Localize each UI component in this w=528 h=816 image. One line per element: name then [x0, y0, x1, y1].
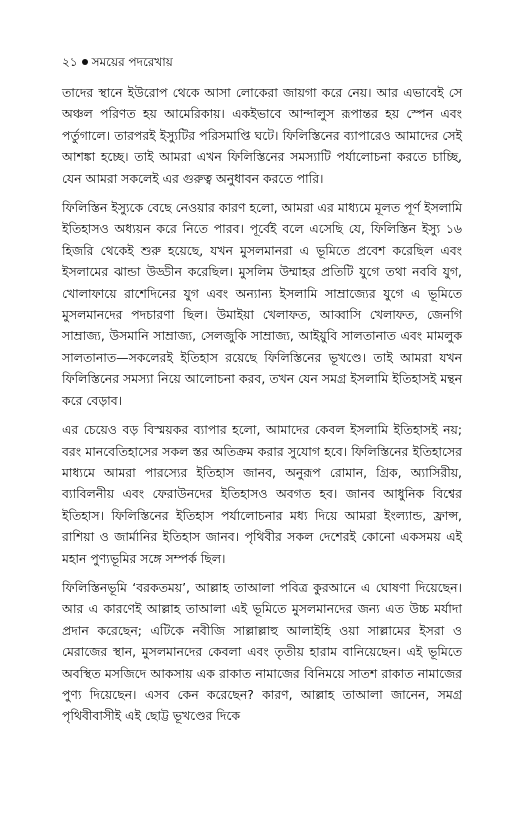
page-number: ২১: [62, 55, 78, 69]
paragraph-2: ফিলিস্তিন ইস্যুকে বেছে নেওয়ার কারণ হলো, আমরা এর মাধ্যমে মূলত পূর্ণ ইসলামি ইতিহাসও অধ্যয়ন করে নিতে পারব। পূর্বেই বলে এসেছি যে, ফিলিস্তিন ইস্যু ১৬ হিজরি থেকেই শুরু হয়েছে, যখন মুসলমানরা এ ভূমিতে প্রবেশ করেছিল এবং ইসলামের ঝান্ডা উড্ডীন করেছিল। মুসলিম উম্মাহর প্রতিটি যুগে তথা নববি যুগ, খোলাফায়ে রাশেদিনের যুগ এবং অন্যান্য ইসলামি সাম্রাজ্যের যুগে এ ভূমিতে মুসলমানদের পদচারণা ছিল। উমাইয়া খেলাফত, আব্বাসি খেলাফত, জেনগি সাম্রাজ্য, উসমানি সাম্রাজ্য, সেলজুকি সাম্রাজ্য, আইয়ুবি সালতানাত এবং মামলুক সালতানাত—সকলেরই ইতিহাস রয়েছে ফিলিস্তিনের ভূখণ্ডে। তাই আমরা যখন ফিলিস্তিনের সমস্যা নিয়ে আলোচনা করব, তখন যেন সমগ্র ইসলামি ইতিহাসই মন্থন করে বেড়াব।: [62, 200, 462, 408]
running-title: সময়ের পদরেখায়: [91, 55, 173, 69]
bullet-separator-icon: [82, 59, 88, 65]
paragraph-3: এর চেয়েও বড় বিস্ময়কর ব্যাপার হলো, আমাদের কেবল ইসলামি ইতিহাসই নয়; বরং মানবেতিহাসের সকল স্তর অতিক্রম করার সুযোগ হবে। ফিলিস্তিনের ইতিহাসের মাধ্যমে আমরা পারস্যের ইতিহাস জানব, অনুরূপ রোমান, গ্রিক, অ্যাসিরীয়, ব্যাবিলনীয় এবং ফেরাউনদের ইতিহাসও অবগত হব। জানব আধুনিক বিশ্বের ইতিহাস। ফিলিস্তিনের ইতিহাস পর্যালোচনার মধ্য দিয়ে আমরা ইংল্যান্ড, ফ্রান্স, রাশিয়া ও জার্মানির ইতিহাস জানব। পৃথিবীর সকল দেশেরই কোনো একসময় এই মহান পুণ্যভূমির সঙ্গে সম্পর্ক ছিল।: [62, 422, 462, 566]
paragraph-4: ফিলিস্তিনভূমি ‘বরকতময়’, আল্লাহ তাআলা পবিত্র কুরআনে এ ঘোষণা দিয়েছেন। আর এ কারণেই আল্লাহ তাআলা এই ভূমিতে মুসলমানদের জন্য এত উচ্চ মর্যাদা প্রদান করেছেন; এটিকে নবীজি সাল্লাল্লাহু আলাইহি ওয়া সাল্লামের ইসরা ও মেরাজের স্থান, মুসলমানদের কেবলা এবং তৃতীয় হারাম বানিয়েছেন। এই ভূমিতে অবস্থিত মসজিদে আকসায় এক রাকাত নামাজের বিনিময়ে সাতশ রাকাত নামাজের পুণ্য দিয়েছেন। এসব কেন করেছেন? কারণ, আল্লাহ তাআলা জানেন, সমগ্র পৃথিবীবাসীই এই ছোট্ট ভূখণ্ডের দিকে: [62, 579, 462, 724]
paragraph-1: তাদের স্থানে ইউরোপ থেকে আসা লোকেরা জায়গা করে নেয়। আর এভাবেই সে অঞ্চল পরিণত হয় আমেরিকায়। একইভাবে আন্দালুস রূপান্তর হয় স্পেন এবং পর্তুগালে। তারপরই ইস্যুটির পরিসমাপ্তি ঘটে। ফিলিস্তিনের ব্যাপারেও আমাদের সেই আশঙ্কা হচ্ছে। তাই আমরা এখন ফিলিস্তিনের সমস্যাটি পর্যালোচনা করতে চাচ্ছি, যেন আমরা সকলেই এর গুরুত্ব অনুধাবন করতে পারি।: [62, 85, 462, 186]
page-body: [62, 82, 462, 727]
book-page: [62, 54, 462, 727]
running-header: [62, 54, 462, 70]
